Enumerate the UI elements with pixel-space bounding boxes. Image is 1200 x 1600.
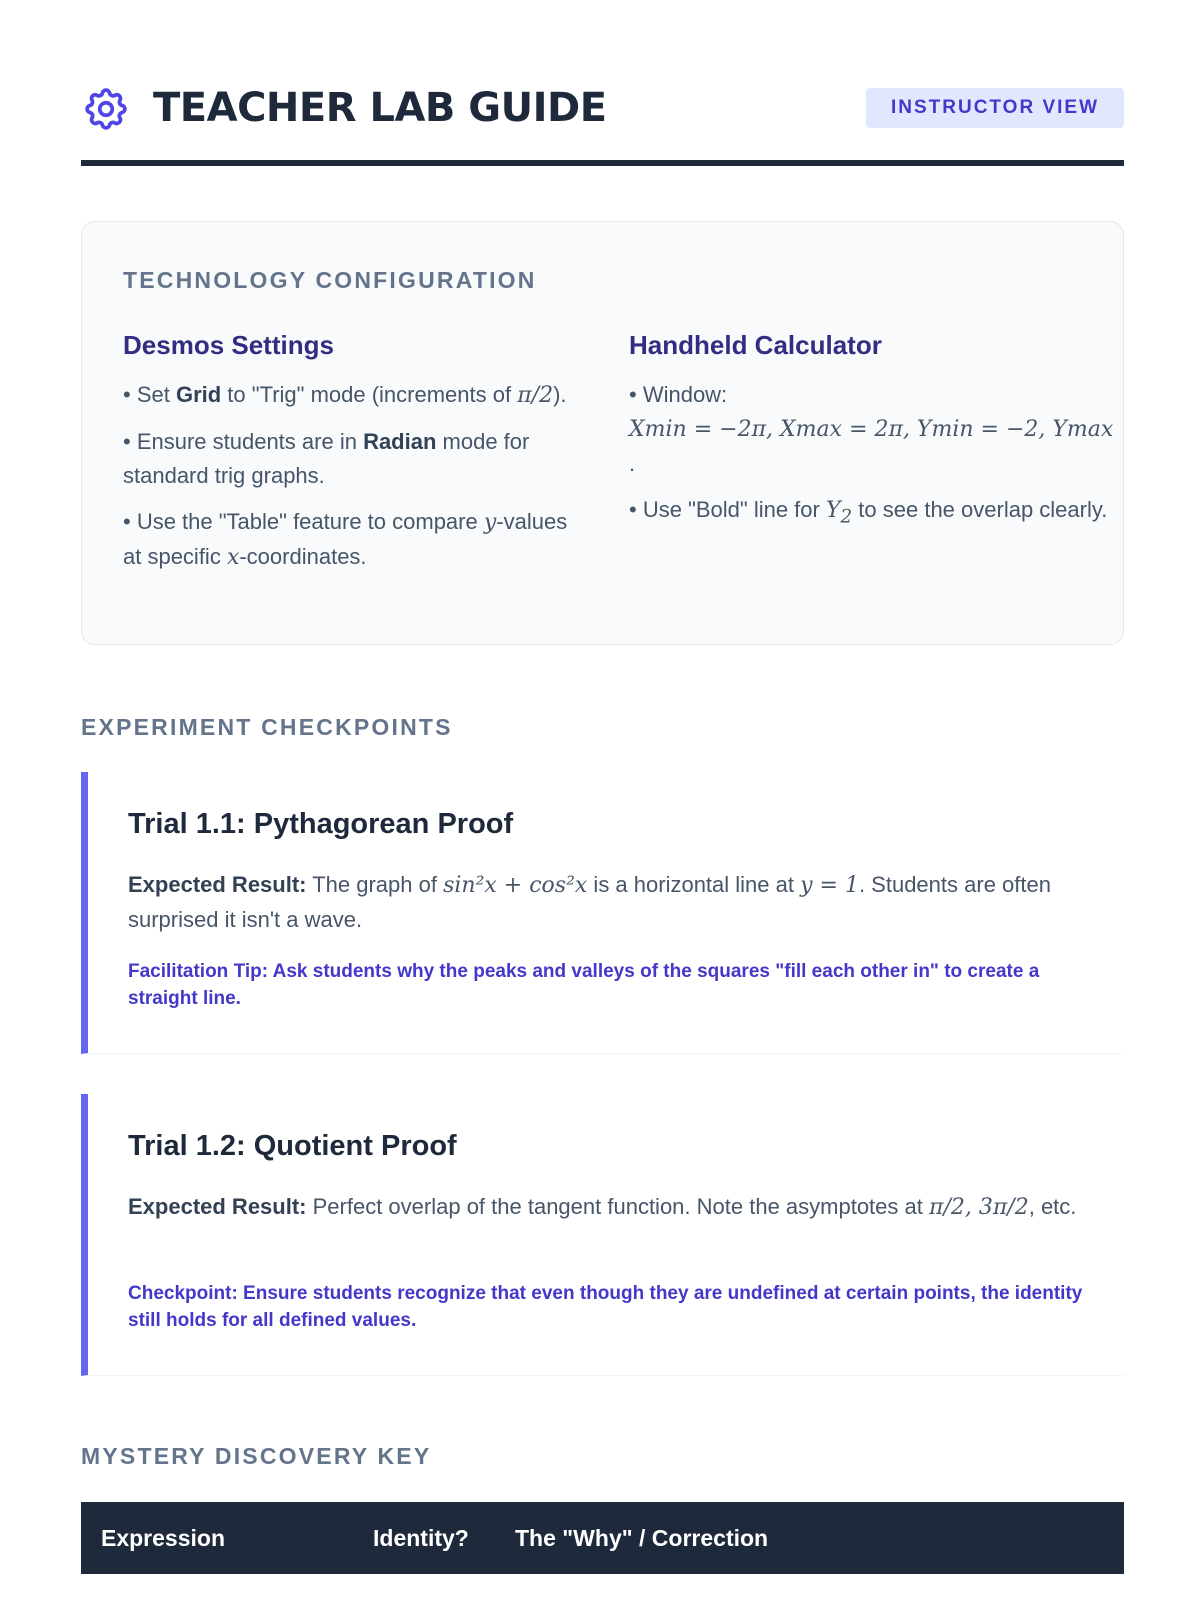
calculator-bullet-bold-line bbox=[629, 493, 1124, 534]
trial-card bbox=[81, 772, 1124, 1054]
math-subscript: 2 bbox=[840, 506, 853, 528]
trial-title: Trial 1.2: Quotient Proof bbox=[128, 1130, 457, 1162]
trial-card bbox=[81, 1094, 1124, 1376]
header bbox=[81, 78, 1124, 158]
facilitation-tip: Facilitation Tip: Ask students why the peaks and valleys of the squares "fill each other in" to create a straight line. bbox=[128, 961, 1040, 1009]
gear-icon bbox=[81, 84, 131, 134]
math-expression: sin²x + cos²x bbox=[443, 873, 588, 898]
text: -values at specific bbox=[123, 509, 568, 569]
math-expression: π/2, 3π/2 bbox=[928, 1195, 1029, 1220]
text: is a horizontal line at bbox=[587, 872, 801, 897]
result-label: Expected Result: bbox=[128, 1194, 307, 1219]
desmos-bullet-grid bbox=[123, 378, 573, 413]
math-expression: π/2 bbox=[517, 383, 554, 408]
text: ). bbox=[553, 382, 567, 407]
desmos-settings-title: Desmos Settings bbox=[123, 330, 334, 360]
math-expression: x bbox=[226, 545, 240, 570]
experiment-checkpoints-label: EXPERIMENT CHECKPOINTS bbox=[81, 714, 453, 740]
text: to "Trig" mode (increments of bbox=[221, 382, 518, 407]
desmos-settings-column bbox=[123, 328, 573, 587]
trial-expected-result bbox=[128, 868, 1078, 937]
mystery-table-header bbox=[81, 1502, 1124, 1574]
text: . Students are often surprised it isn't a wave. bbox=[128, 872, 1051, 932]
math-expression: y bbox=[483, 510, 497, 535]
grid-term: Grid bbox=[175, 382, 222, 407]
text: mode for standard trig graphs. bbox=[123, 429, 530, 488]
handheld-calculator-title: Handheld Calculator bbox=[629, 330, 882, 360]
radian-term: Radian bbox=[363, 429, 437, 454]
text: -coordinates. bbox=[239, 544, 367, 569]
text: . bbox=[629, 451, 636, 476]
column-header-why-correction: The "Why" / Correction bbox=[515, 1525, 769, 1551]
header-rule bbox=[81, 160, 1124, 166]
text: • Use "Bold" line for bbox=[629, 497, 826, 522]
handheld-calculator-column bbox=[629, 328, 1124, 546]
trial-expected-result bbox=[128, 1190, 1078, 1225]
math-expression: y = 1 bbox=[800, 873, 859, 898]
text: Perfect overlap of the tangent function. Note the asymptotes at bbox=[306, 1194, 929, 1219]
instructor-view-badge: INSTRUCTOR VIEW bbox=[866, 88, 1124, 128]
math-expression: Y bbox=[825, 498, 841, 523]
trial-title: Trial 1.1: Pythagorean Proof bbox=[128, 808, 514, 840]
text: • Use the "Table" feature to compare bbox=[123, 509, 484, 534]
text: • Set bbox=[123, 382, 176, 407]
text: to see the overlap clearly. bbox=[852, 497, 1108, 522]
mystery-discovery-key-label: MYSTERY DISCOVERY KEY bbox=[81, 1443, 432, 1469]
technology-configuration-label: TECHNOLOGY CONFIGURATION bbox=[123, 267, 537, 293]
result-label: Expected Result: bbox=[128, 872, 307, 897]
checkpoint-tip: Checkpoint: Ensure students recognize that even though they are undefined at certain points, the identity still holds for all defined values. bbox=[128, 1283, 1083, 1331]
column-header-expression: Expression bbox=[101, 1525, 225, 1551]
page-title: TEACHER LAB GUIDE bbox=[153, 85, 607, 131]
column-header-identity: Identity? bbox=[373, 1525, 469, 1551]
text: • Ensure students are in bbox=[123, 429, 364, 454]
desmos-bullet-radian bbox=[123, 425, 573, 493]
technology-configuration-card bbox=[81, 221, 1124, 645]
math-expression: Xmin = −2π, Xmax = 2π, Ymin = −2, Ymax bbox=[629, 417, 1114, 442]
desmos-bullet-table bbox=[123, 505, 573, 575]
text: , etc. bbox=[1028, 1194, 1077, 1219]
text: • Window: bbox=[629, 382, 728, 407]
text: The graph of bbox=[306, 872, 444, 897]
calculator-bullet-window bbox=[629, 378, 1124, 481]
